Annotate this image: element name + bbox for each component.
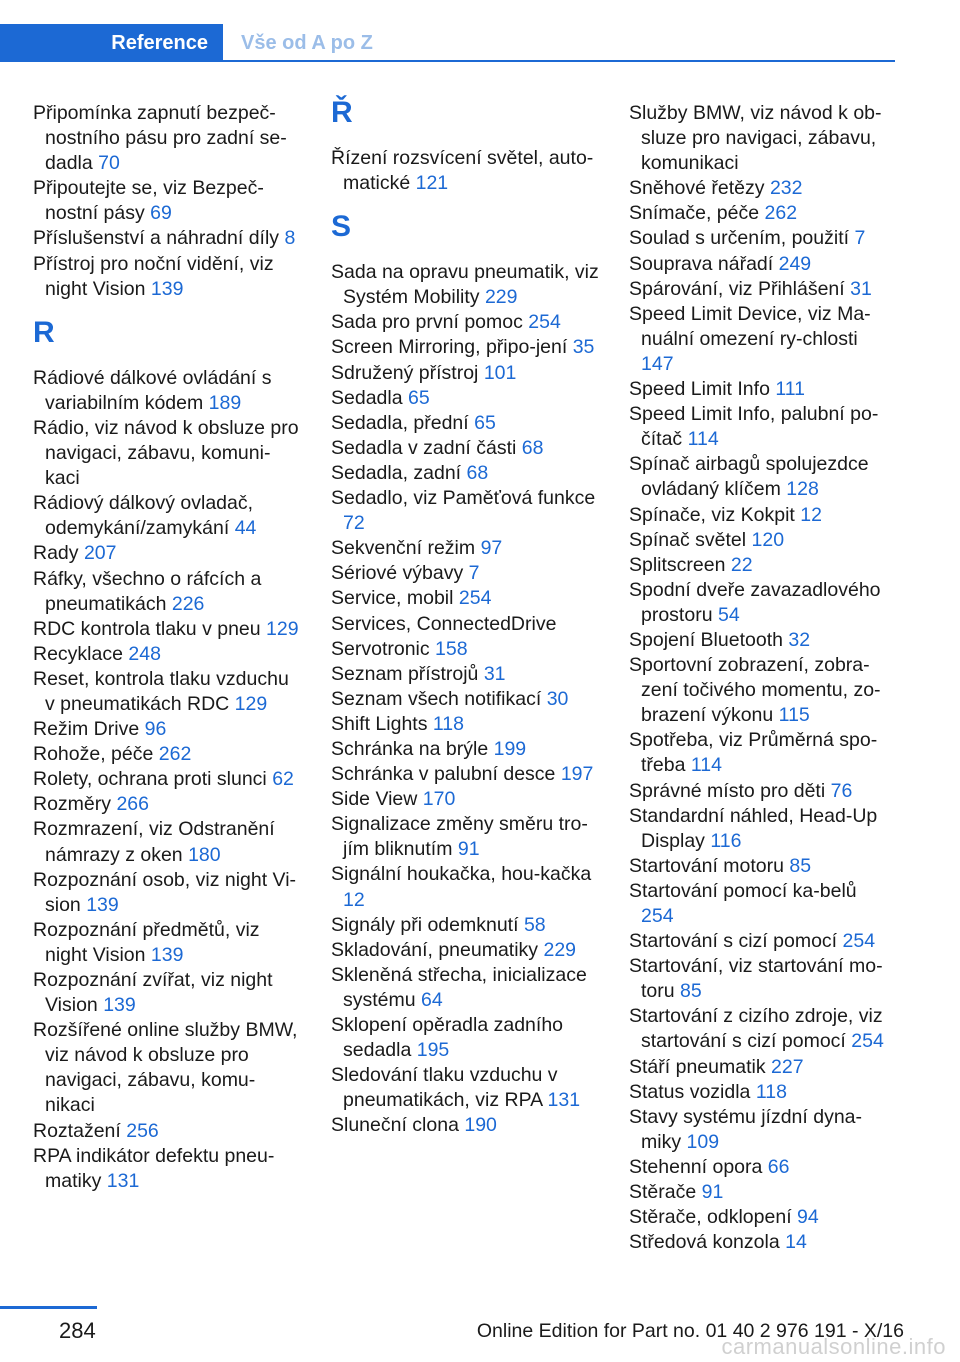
index-entry-text: Startování s cizí pomocí [629, 930, 838, 953]
index-entry-text: Spotřeba, viz Průměrná spo‐třeba [629, 729, 878, 777]
page-link[interactable]: 97 [480, 537, 503, 560]
index-entry [33, 792, 303, 817]
index-entry [331, 812, 601, 862]
index-entry [629, 176, 891, 201]
index-entry-text: Sklopení opěradla zadního sedadla [331, 1014, 564, 1062]
index-entry [629, 1205, 891, 1230]
page-link[interactable]: 76 [830, 779, 853, 802]
index-entry-text: Service, mobil [331, 587, 454, 610]
index-entry [629, 402, 891, 452]
index-entry [629, 1155, 891, 1180]
index-entry-text: Side View [331, 788, 418, 811]
page-link[interactable]: 31 [483, 662, 506, 685]
index-entry-text: Řízení rozsvícení světel, auto‐matické [331, 147, 594, 195]
page-link[interactable]: 254 [458, 587, 492, 610]
index-entry [331, 335, 601, 360]
page-link[interactable]: 248 [128, 642, 161, 665]
page-link[interactable]: 96 [144, 718, 167, 741]
index-entry-text: Rádio, viz návod k obsluze pro navigaci, zábavu, komuni‐kaci [33, 416, 299, 490]
page-link[interactable]: 129 [234, 692, 268, 715]
page-link[interactable]: 180 [188, 843, 221, 866]
index-entry [33, 416, 303, 491]
footer-rule [0, 1306, 97, 1309]
tab-reference[interactable]: Reference [0, 24, 223, 62]
index-entry [33, 918, 303, 968]
header-rule [0, 60, 895, 62]
index-entry [331, 561, 601, 586]
index-entry [629, 252, 891, 277]
index-entry [629, 528, 891, 553]
index-entry [629, 653, 891, 728]
index-entry [33, 717, 303, 742]
index-entry-text: Stěrače, odklopení [629, 1206, 792, 1229]
index-entry [629, 277, 891, 302]
index-entry [629, 1080, 891, 1105]
index-entry-text: Startování z cizího zdroje, viz startování s cizí pomocí [629, 1005, 883, 1053]
index-entry-text: Stehenní opora [629, 1155, 763, 1178]
page-link[interactable]: 58 [523, 913, 546, 936]
page-link[interactable]: 139 [150, 943, 184, 966]
page-link[interactable]: 158 [435, 637, 468, 660]
index-entry [33, 252, 303, 302]
index-entry-text: Sluneční clona [331, 1114, 459, 1137]
index-entry-text: Status vozidla [629, 1080, 751, 1103]
index-entry [33, 642, 303, 667]
index-entry-text: Signální houkačka, hou‐kačka [331, 863, 592, 886]
index-entry [331, 787, 601, 812]
index-entry-text: Středová konzola [629, 1231, 780, 1254]
index-entry-text: Skladování, pneumatiky [331, 938, 539, 961]
index-entry [331, 938, 601, 963]
index-entry [629, 226, 891, 251]
page-link[interactable]: 91 [701, 1181, 724, 1204]
page-link[interactable]: 22 [730, 553, 753, 576]
page-link[interactable]: 131 [106, 1169, 140, 1192]
index-entry-text: Režim Drive [33, 718, 140, 741]
index-entry-text: Sedadla v zadní části [331, 436, 517, 459]
index-entry-text: Signalizace změny směru tro‐jím bliknutím [331, 813, 588, 861]
index-entry [331, 1063, 601, 1113]
page-link[interactable]: 85 [680, 980, 702, 1003]
page-link[interactable]: 195 [416, 1039, 450, 1062]
index-entry-text: Schránka na brýle [331, 737, 489, 760]
index-entry-text: Souprava nářadí [629, 252, 774, 275]
page-link[interactable]: 262 [158, 743, 192, 766]
page-link[interactable]: 262 [764, 202, 798, 225]
page-number: 284 [59, 1318, 96, 1343]
page-link[interactable]: 68 [521, 436, 544, 459]
index-entry [331, 963, 601, 1013]
index-entry [33, 101, 303, 176]
index-entry-text: Signály při odemknutí [331, 913, 519, 936]
index-entry [331, 662, 601, 687]
page-link[interactable]: 12 [800, 503, 822, 526]
page-link[interactable]: 14 [785, 1231, 807, 1254]
page-link[interactable]: 68 [466, 461, 489, 484]
page-link[interactable]: 30 [546, 687, 569, 710]
page-link[interactable]: 115 [778, 704, 810, 727]
index-entry-text: Speed Limit Device, viz Ma‐nuální omezení ry‐chlosti [629, 302, 871, 350]
index-entry-text: Spínač airbagů spolujezdce ovládaný klíčem [629, 453, 869, 501]
page-link[interactable]: 111 [775, 378, 805, 401]
index-entry [331, 862, 601, 912]
index-entry [331, 762, 601, 787]
index-entry [331, 361, 601, 386]
index-entry-text: Splitscreen [629, 553, 726, 576]
index-entry [331, 913, 601, 938]
page-link[interactable]: 189 [208, 391, 242, 414]
index-entry-text: Soulad s určením, použití [629, 227, 850, 250]
page-link[interactable]: 128 [786, 478, 819, 501]
index-entry [33, 742, 303, 767]
index-entry [629, 804, 891, 854]
index-entry-text: Sledování tlaku vzduchu v pneumatikách, viz RPA [331, 1064, 558, 1112]
page-link[interactable]: 207 [83, 542, 117, 565]
page-link[interactable]: 170 [422, 788, 456, 811]
index-entry [331, 712, 601, 737]
index-entry-text: Sekvenční režim [331, 537, 476, 560]
index-entry-text: Startování motoru [629, 854, 784, 877]
index-entry [33, 1018, 303, 1118]
index-entry [331, 436, 601, 461]
page-link[interactable]: 65 [408, 386, 430, 409]
index-entry [331, 586, 601, 611]
page-link[interactable]: 227 [771, 1055, 804, 1078]
page-link[interactable]: 31 [850, 277, 872, 300]
index-entry-text: Rádiové dálkové ovládání s variabilním kódem [33, 366, 272, 414]
index-entry-text: Sedadla [331, 386, 403, 409]
page-link[interactable]: 8 [284, 227, 296, 250]
index-entry-text: Rádiový dálkový ovladač, odemykání/zamykání [33, 492, 254, 540]
index-entry-text: Services, ConnectedDrive [331, 612, 557, 635]
index-entry-text: Recyklace [33, 642, 123, 665]
page-link[interactable]: 65 [474, 411, 496, 434]
index-entry [33, 968, 303, 1018]
index-entry [331, 486, 601, 536]
index-entry-text: RDC kontrola tlaku v pneu [33, 617, 261, 640]
index-entry-text: Rozpoznání zvířat, viz night Vision [33, 969, 273, 1017]
index-entry [33, 226, 303, 251]
page-link[interactable]: 7 [468, 562, 480, 585]
page-link[interactable]: 232 [769, 177, 803, 200]
index-entry [33, 1144, 303, 1194]
page-link[interactable]: 114 [687, 428, 719, 451]
page-link[interactable]: 254 [851, 1030, 884, 1053]
page-link[interactable]: 35 [572, 336, 595, 359]
index-entry [629, 201, 891, 226]
index-entry-text: Sedadla, zadní [331, 461, 462, 484]
index-entry-text: Připoutejte se, viz Bezpeč‐nostní pásy [33, 177, 264, 225]
page-link[interactable]: 101 [483, 361, 517, 384]
index-entry-text: RPA indikátor defektu pneu‐matiky [33, 1144, 275, 1192]
index-entry-text: Rozmrazení, viz Odstranění námrazy z oken [33, 818, 275, 866]
edition-text: Online Edition for Part no. 01 40 2 976 191 - X/16 [476, 1320, 904, 1342]
index-entry-text: Rozměry [33, 793, 112, 816]
index-entry-text: Sada pro první pomoc [331, 311, 523, 334]
page-link[interactable]: 147 [641, 352, 674, 375]
index-entry-text: Přístroj pro noční vidění, viz night Vision [33, 252, 274, 300]
page-link[interactable]: 66 [767, 1155, 790, 1178]
index-entry [629, 954, 891, 1004]
index-entry-text: Sada na opravu pneumatik, viz Systém Mobility [331, 261, 599, 309]
index-entry [33, 617, 303, 642]
index-entry [629, 553, 891, 578]
tab-a-to-z[interactable]: Vše od A po Z [241, 31, 373, 54]
page-link[interactable]: 254 [842, 930, 876, 953]
index-section-letter: Ř [331, 96, 353, 129]
index-entry-text: Roztažení [33, 1119, 121, 1142]
page-link[interactable]: 121 [415, 172, 449, 195]
index-entry-text: Sériové výbavy [331, 562, 464, 585]
index-entry-text: Správné místo pro děti [629, 779, 826, 802]
index-column-1 [33, 101, 303, 1194]
page-link[interactable]: 199 [493, 737, 527, 760]
index-entry-text: Stavy systému jízdní dyna‐miky [629, 1105, 863, 1153]
index-entry-text: Sedadla, přední [331, 411, 469, 434]
page-link[interactable]: 69 [150, 202, 172, 225]
index-entry [33, 817, 303, 867]
page-link[interactable]: 44 [234, 517, 257, 540]
index-entry [629, 628, 891, 653]
page-link[interactable]: 249 [778, 252, 812, 275]
index-entry [331, 146, 601, 196]
page-link[interactable]: 85 [789, 854, 812, 877]
index-entry-text: Spínač světel [629, 528, 747, 551]
watermark: carmanualsonline.info [721, 1334, 946, 1359]
index-entry-text: Skleněná střecha, inicializace systému [331, 963, 587, 1011]
page-link[interactable]: 32 [788, 628, 811, 651]
page-link[interactable]: 109 [686, 1130, 720, 1153]
index-entry-text: Sněhové řetězy [629, 177, 765, 200]
index-entry [331, 612, 601, 637]
page-link[interactable]: 131 [547, 1089, 581, 1112]
page-link[interactable]: 197 [560, 763, 594, 786]
page-link[interactable]: 139 [103, 994, 136, 1017]
index-entry [33, 541, 303, 566]
index-entry [629, 302, 891, 377]
index-entry-text: Služby BMW, viz návod k ob‐sluze pro navigaci, zábavu, komunikaci [629, 102, 882, 175]
index-entry-text: Startování, viz startování mo‐toru [629, 955, 883, 1003]
index-entry [331, 536, 601, 561]
index-entry-text: Rozpoznání předmětů, viz night Vision [33, 918, 260, 966]
index-entry [33, 868, 303, 918]
index-entry-text: Shift Lights [331, 712, 428, 735]
page-link[interactable]: 62 [272, 768, 294, 791]
index-entry [33, 366, 303, 416]
page-link[interactable]: 226 [171, 592, 205, 615]
index-entry [629, 728, 891, 778]
index-entry [629, 879, 891, 929]
page-link[interactable]: 256 [126, 1119, 159, 1142]
index-entry [33, 767, 303, 792]
index-entry [629, 578, 891, 628]
index-entry [331, 687, 601, 712]
index-entry [33, 667, 303, 717]
index-entry [331, 461, 601, 486]
index-entry [629, 1105, 891, 1155]
page-link[interactable]: 12 [343, 888, 365, 911]
index-entry-text: Seznam všech notifikací [331, 687, 542, 710]
index-entry-text: Speed Limit Info, palubní po‐čítač [629, 403, 879, 451]
index-entry-text: Spojení Bluetooth [629, 628, 783, 651]
page-link[interactable]: 190 [464, 1114, 497, 1137]
index-entry-text: Stěrače [629, 1181, 697, 1204]
index-entry [629, 929, 891, 954]
index-entry-text: Ráfky, všechno o ráfcích a pneumatikách [33, 567, 262, 615]
page-link[interactable]: 64 [421, 988, 443, 1011]
index-entry [33, 491, 303, 541]
index-entry [629, 779, 891, 804]
index-entry-text: Snímače, péče [629, 202, 760, 225]
index-entry [629, 377, 891, 402]
index-entry [629, 854, 891, 879]
index-entry-text: Speed Limit Info [629, 378, 770, 401]
page-link[interactable]: 229 [543, 938, 577, 961]
index-entry [33, 567, 303, 617]
header-bar [0, 24, 895, 62]
index-entry-text: Servotronic [331, 637, 430, 660]
index-section-letter: S [331, 210, 352, 244]
index-entry-text: Spínače, viz Kokpit [629, 503, 795, 526]
index-entry-text: Reset, kontrola tlaku vzduchu v pneumatikách RDC [33, 667, 289, 715]
index-entry-text: Schránka v palubní desce [331, 763, 556, 786]
index-entry [331, 1113, 601, 1138]
page-link[interactable]: 118 [432, 712, 464, 735]
index-entry [331, 637, 601, 662]
index-entry [331, 260, 601, 310]
page-link[interactable]: 72 [343, 512, 365, 535]
page-link[interactable]: 70 [98, 152, 120, 175]
index-entry [629, 503, 891, 528]
index-entry [629, 452, 891, 502]
page-link[interactable]: 91 [457, 838, 480, 861]
index-entry-text: Příslušenství a náhradní díly [33, 227, 280, 250]
index-entry [629, 1055, 891, 1080]
index-entry [331, 310, 601, 335]
index-entry [629, 1004, 891, 1054]
index-entry-text: Startování pomocí ka‐belů [629, 879, 857, 902]
page-link[interactable]: 120 [751, 528, 785, 551]
index-entry-text: Rozpoznání osob, viz night Vi‐sion [33, 868, 297, 916]
index-column-2 [331, 96, 601, 1138]
page-link[interactable]: 139 [150, 277, 184, 300]
index-entry-text: Sedadlo, viz Paměťová funkce [331, 487, 596, 510]
index-entry [331, 411, 601, 436]
page-link[interactable]: 129 [266, 617, 299, 640]
page-link[interactable]: 7 [854, 227, 866, 250]
index-entry-text: Standardní náhled, Head-Up Display [629, 804, 878, 852]
page-link[interactable]: 266 [116, 793, 149, 816]
page-link[interactable]: 118 [755, 1080, 787, 1103]
index-section-letter: R [33, 315, 55, 349]
page-link[interactable]: 54 [717, 603, 740, 626]
index-entry-text: Sdružený přístroj [331, 361, 479, 384]
index-entry [629, 101, 891, 176]
index-entry-text: Screen Mirroring, připo‐jení [331, 336, 568, 359]
page-link[interactable]: 139 [86, 893, 119, 916]
page-link[interactable]: 254 [528, 311, 561, 334]
index-entry [331, 386, 601, 411]
index-entry-text: Sportovní zobrazení, zobra‐zení točivého momentu, zo‐brazení výkonu [629, 654, 881, 727]
index-entry-text: Spárování, viz Přihlášení [629, 277, 845, 300]
index-entry-text: Seznam přístrojů [331, 662, 479, 685]
index-entry-text: Spodní dveře zavazadlového prostoru [629, 578, 881, 626]
index-column-3 [629, 101, 891, 1255]
index-entry [629, 1180, 891, 1205]
index-entry-text: Rolety, ochrana proti slunci [33, 768, 267, 791]
index-entry [629, 1230, 891, 1255]
index-entry [33, 176, 303, 226]
index-entry [331, 737, 601, 762]
index-entry-text: Připomínka zapnutí bezpeč‐nostního pásu pro zadní se‐dadla [33, 102, 287, 175]
index-entry [331, 1013, 601, 1063]
page-link[interactable]: 254 [641, 905, 674, 927]
index-entry-text: Rozšířené online služby BMW, viz návod k obsluze pro navigaci, zábavu, komu‐nikaci [33, 1019, 298, 1117]
index-entry-text: Rohože, péče [33, 743, 154, 766]
index-entry [33, 1119, 303, 1144]
index-entry-text: Rady [33, 542, 79, 565]
page-link[interactable]: 94 [797, 1206, 819, 1229]
index-entry-text: Stáří pneumatik [629, 1055, 766, 1078]
page-link[interactable]: 116 [710, 829, 742, 852]
page-link[interactable]: 229 [484, 286, 518, 309]
page-link[interactable]: 114 [690, 754, 722, 777]
